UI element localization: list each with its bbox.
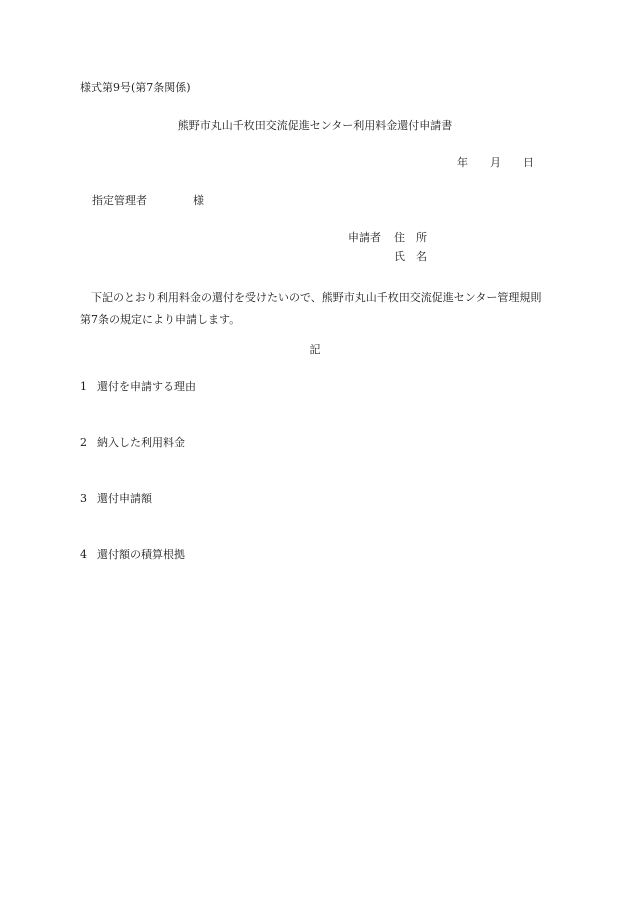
ki-heading: 記 <box>309 343 321 356</box>
addressee-line <box>92 195 204 206</box>
item-label: 納入した利用料金 <box>97 436 185 449</box>
list-item <box>80 437 185 448</box>
date-line <box>457 157 534 168</box>
applicant-name-row <box>348 251 427 270</box>
date-day-label: 日 <box>523 156 534 169</box>
addressee-label: 指定管理者 <box>92 194 147 207</box>
list-item <box>80 381 196 392</box>
item-label: 還付申請額 <box>97 492 152 505</box>
body-text: 下記のとおり利用料金の還付を受けたいので、熊野市丸山千枚田交流促進センター管理規則第7条の規定により申請します。 <box>80 291 542 326</box>
applicant-block <box>348 232 427 270</box>
address-label: 住 所 <box>394 231 427 244</box>
item-label: 還付額の積算根拠 <box>97 548 185 561</box>
body-paragraph <box>80 287 552 331</box>
item-number: 2 <box>80 436 87 449</box>
name-label: 氏 名 <box>394 250 427 263</box>
item-number: 4 <box>80 548 87 561</box>
list-item <box>80 493 152 504</box>
applicant-address-row <box>348 232 427 251</box>
item-number: 1 <box>80 380 87 393</box>
date-year-label: 年 <box>457 156 468 169</box>
date-month-label: 月 <box>490 156 501 169</box>
form-number: 様式第9号(第7条関係) <box>80 81 191 94</box>
applicant-label: 申請者 <box>348 231 381 244</box>
item-label: 還付を申請する理由 <box>97 380 196 393</box>
item-number: 3 <box>80 492 87 505</box>
document-title: 熊野市丸山千枚田交流促進センター利用料金還付申請書 <box>177 119 453 132</box>
addressee-honorific: 様 <box>193 194 204 207</box>
list-item <box>80 549 185 560</box>
